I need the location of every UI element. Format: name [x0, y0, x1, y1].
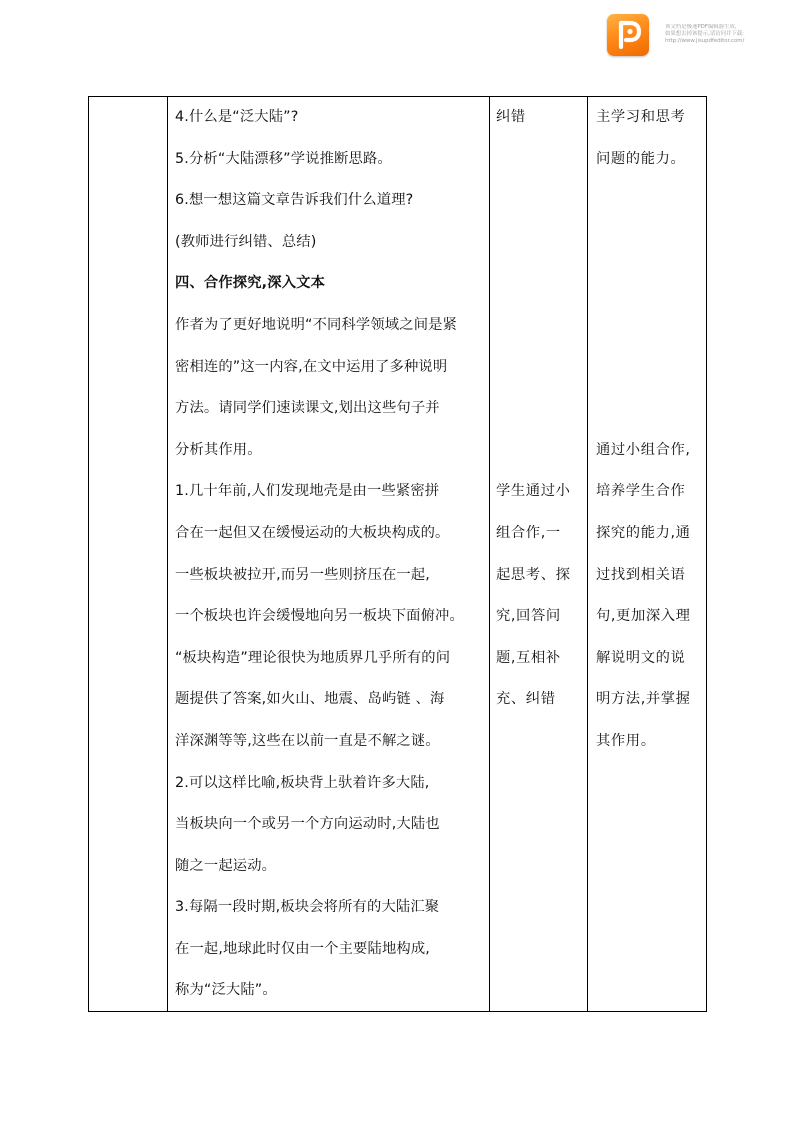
design-intent-line: 过找到相关语	[596, 566, 686, 583]
watermark-text	[665, 24, 789, 45]
student-activity-line: 究,回答问	[496, 608, 561, 625]
content-line: 4.什么是“泛大陆”?	[175, 109, 299, 125]
content-line: 密相连的”这一内容,在文中运用了多种说明	[175, 358, 448, 375]
design-intent-line: 主学习和思考	[596, 109, 686, 125]
design-intent-line: 探究的能力,通	[596, 524, 691, 541]
content-line: 合在一起但又在缓慢运动的大板块构成的。	[175, 524, 450, 541]
student-activity-line: 起思考、探	[496, 566, 571, 583]
design-intent-line: 其作用。	[596, 732, 656, 749]
student-activity-line: 学生通过小	[496, 483, 571, 500]
design-intent-line: 培养学生合作	[596, 483, 686, 500]
teaching-content-column	[175, 97, 491, 1012]
content-line: 3.每隔一段时期,板块会将所有的大陆汇聚	[175, 899, 440, 916]
content-line: 作者为了更好地说明“不同科学领域之间是紧	[175, 316, 458, 333]
student-activity-line: 充、纠错	[496, 691, 556, 708]
student-activity-line: 组合作,一	[496, 524, 561, 541]
watermark-line-2: 如果想去掉该提示,请访问并下载:	[665, 31, 744, 37]
content-line: 题提供了答案,如火山、地震、岛屿链 、海	[175, 691, 445, 708]
content-line: 一些板块被拉开,而另一些则挤压在一起,	[175, 566, 430, 583]
content-line: 当板块向一个或另一个方向运动时,大陆也	[175, 816, 440, 833]
section-heading: 四、合作探究,深入文本	[175, 275, 326, 292]
design-intent-line: 明方法,并掌握	[596, 691, 691, 708]
content-line: 洋深渊等等,这些在以前一直是不解之谜。	[175, 732, 440, 749]
design-intent-line: 问题的能力。	[596, 150, 686, 167]
column-divider	[167, 97, 168, 1011]
design-intent-line: 通过小组合作,	[596, 441, 691, 458]
content-line: 6.想一想这篇文章告诉我们什么道理?	[175, 192, 414, 209]
content-line: 随之一起运动。	[175, 857, 277, 874]
content-line: 分析其作用。	[175, 441, 262, 458]
content-line: “板块构造”理论很快为地质界几乎所有的问	[175, 649, 451, 666]
content-line: 5.分析“大陆漂移”学说推断思路。	[175, 150, 392, 167]
content-line: 1.几十年前,人们发现地壳是由一些紧密拼	[175, 483, 440, 500]
design-intent-column	[596, 97, 704, 763]
student-activity-line: 题,互相补	[496, 649, 561, 666]
content-line: 在一起,地球此时仅由一个主要陆地构成,	[175, 940, 430, 957]
content-line: (教师进行纠错、总结)	[175, 233, 317, 250]
content-line: 2.可以这样比喻,板块背上驮着许多大陆,	[175, 774, 430, 791]
design-intent-line: 解说明文的说	[596, 649, 686, 666]
content-line: 一个板块也许会缓慢地向另一板块下面俯冲。	[175, 608, 464, 625]
watermark-link[interactable]: http://www.jisupdfeditor.com/	[665, 38, 745, 44]
student-activity-top: 纠错	[496, 109, 526, 125]
content-line: 称为“泛大陆”。	[175, 982, 277, 999]
lesson-plan-table	[88, 96, 707, 1012]
design-intent-line: 句,更加深入理	[596, 608, 691, 625]
student-activity-column	[496, 97, 588, 721]
content-line: 方法。请同学们速读课文,划出这些句子并	[175, 400, 440, 417]
pdf-editor-watermark	[607, 14, 787, 62]
pdf-editor-logo-icon	[607, 14, 649, 56]
watermark-line-1: 该文档是极速PDF编辑器生成,	[665, 24, 737, 30]
